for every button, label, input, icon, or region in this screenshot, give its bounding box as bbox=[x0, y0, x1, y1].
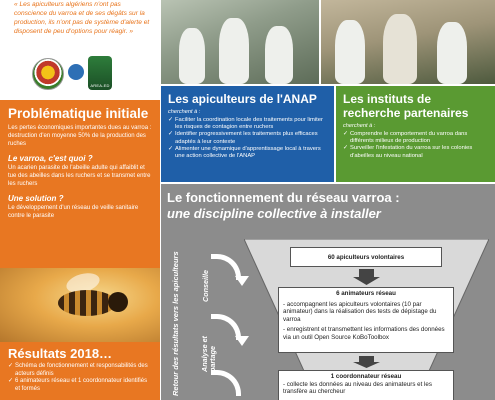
anap-list bbox=[168, 117, 327, 160]
results-section bbox=[0, 342, 160, 400]
results-item: ✓ 6 animateurs réseau et 1 coordonnateur identifiés et formés bbox=[8, 378, 152, 393]
bee-head bbox=[108, 292, 128, 312]
label-conseil: Conseille bbox=[201, 270, 210, 302]
instituts-item: ✓ Comprendre le comportement du varroa dans différents milieux de production bbox=[343, 131, 488, 145]
side-label-results: Retour des résultats vers les apiculteurs bbox=[171, 251, 180, 396]
anap-item: ✓ Identifier progressivement les traitements plus efficaces adaptés à leur contexte bbox=[168, 131, 327, 145]
ited-logo-label: AREA-ED bbox=[90, 83, 110, 88]
partner-logo bbox=[68, 64, 84, 80]
problem-title: Problématique initiale bbox=[8, 106, 149, 121]
quote-text: « Les apiculteurs algériens n'ont pas conscience du varroa et de ses dégâts sur la production, ils n'ont pas de système d'alerte et disposent de peu d'options pour réagir. » bbox=[14, 1, 150, 35]
beekeepers-photo-2 bbox=[321, 0, 495, 84]
question-varroa: Le varroa, c'est quoi ? bbox=[8, 154, 93, 163]
ited-logo bbox=[88, 56, 112, 90]
node-animateurs-item: - enregistrent et transmettent les informations des données via un outil Open Source KoBoToolbox bbox=[283, 326, 445, 341]
answer-solution: Le développement d'un réseau de veille sanitaire contre le parasite bbox=[8, 205, 139, 219]
beekeeper-figure bbox=[265, 26, 293, 84]
anap-title: Les apiculteurs de l'ANAP bbox=[168, 92, 317, 106]
anap-section bbox=[161, 86, 334, 182]
problem-intro: Les pertes économiques importantes dues au varroa : destruction d'en moyenne 50% de la production des ruches bbox=[8, 125, 152, 147]
anap-logo bbox=[32, 58, 64, 90]
bee-photo bbox=[0, 268, 160, 342]
instituts-list bbox=[343, 131, 488, 160]
beekeeper-figure bbox=[335, 20, 365, 84]
beekeeper-figure bbox=[383, 14, 417, 84]
beekeeper-figure bbox=[179, 28, 205, 84]
node-coordonnateur-item: - collecte les données au niveau des animateurs et les transfère au chercheur bbox=[283, 380, 432, 396]
results-list bbox=[8, 363, 152, 393]
instituts-subtitle: cherchent à : bbox=[343, 123, 376, 129]
node-coordonnateur bbox=[278, 370, 454, 400]
problem-section bbox=[0, 100, 160, 268]
node-animateurs bbox=[278, 287, 454, 353]
instituts-section bbox=[336, 86, 495, 182]
node-animateurs-item: - accompagnent les apiculteurs volontaires (10 par animateur) dans la réalisation des tests de dépistage du varroa bbox=[283, 300, 437, 323]
instituts-title: Les instituts de recherche partenaires bbox=[343, 92, 469, 120]
funnel-diagram bbox=[244, 239, 489, 400]
anap-item: ✓ Faciliter la coordination locale des traitements pour limiter les risques de contagion entre ruchers bbox=[168, 117, 327, 131]
beekeeper-figure bbox=[219, 18, 249, 84]
node-apiculteurs bbox=[290, 247, 442, 267]
network-title bbox=[167, 190, 487, 221]
answer-varroa: Un acarien parasite de l'abeille adulte qui affaiblit et tue des abeilles dans les ruchers et se transmet entre les ruchers bbox=[8, 165, 151, 187]
instituts-item: ✓ Surveiller l'infestation du varroa sur les colonies d'abeilles au niveau national bbox=[343, 145, 488, 159]
results-title: Résultats 2018… bbox=[8, 346, 113, 361]
arrow-shape bbox=[211, 370, 241, 396]
results-item: ✓ Schéma de fonctionnement et responsabilités des acteurs définis bbox=[8, 363, 152, 378]
label-analyse: Analyse et partage bbox=[200, 336, 217, 372]
node-coordonnateur-title: 1 coordonnateur réseau bbox=[330, 373, 402, 380]
network-section bbox=[161, 184, 495, 400]
beekeeper-figure bbox=[437, 22, 467, 84]
node-apiculteurs-label: 60 apiculteurs volontaires bbox=[327, 254, 405, 261]
node-animateurs-title: 6 animateurs réseau bbox=[336, 290, 396, 297]
question-solution: Une solution ? bbox=[8, 194, 64, 203]
anap-item: ✓ Alimenter une dynamique d'apprentissage local à travers une action collective de l'ANAP bbox=[168, 146, 327, 160]
network-title-line1: Le fonctionnement du réseau varroa : bbox=[167, 190, 400, 205]
anap-subtitle: cherchent à : bbox=[168, 109, 201, 115]
beekeepers-photo-1 bbox=[161, 0, 319, 84]
network-title-line2: une discipline collective à installer bbox=[167, 205, 381, 221]
logo-row bbox=[32, 54, 112, 90]
